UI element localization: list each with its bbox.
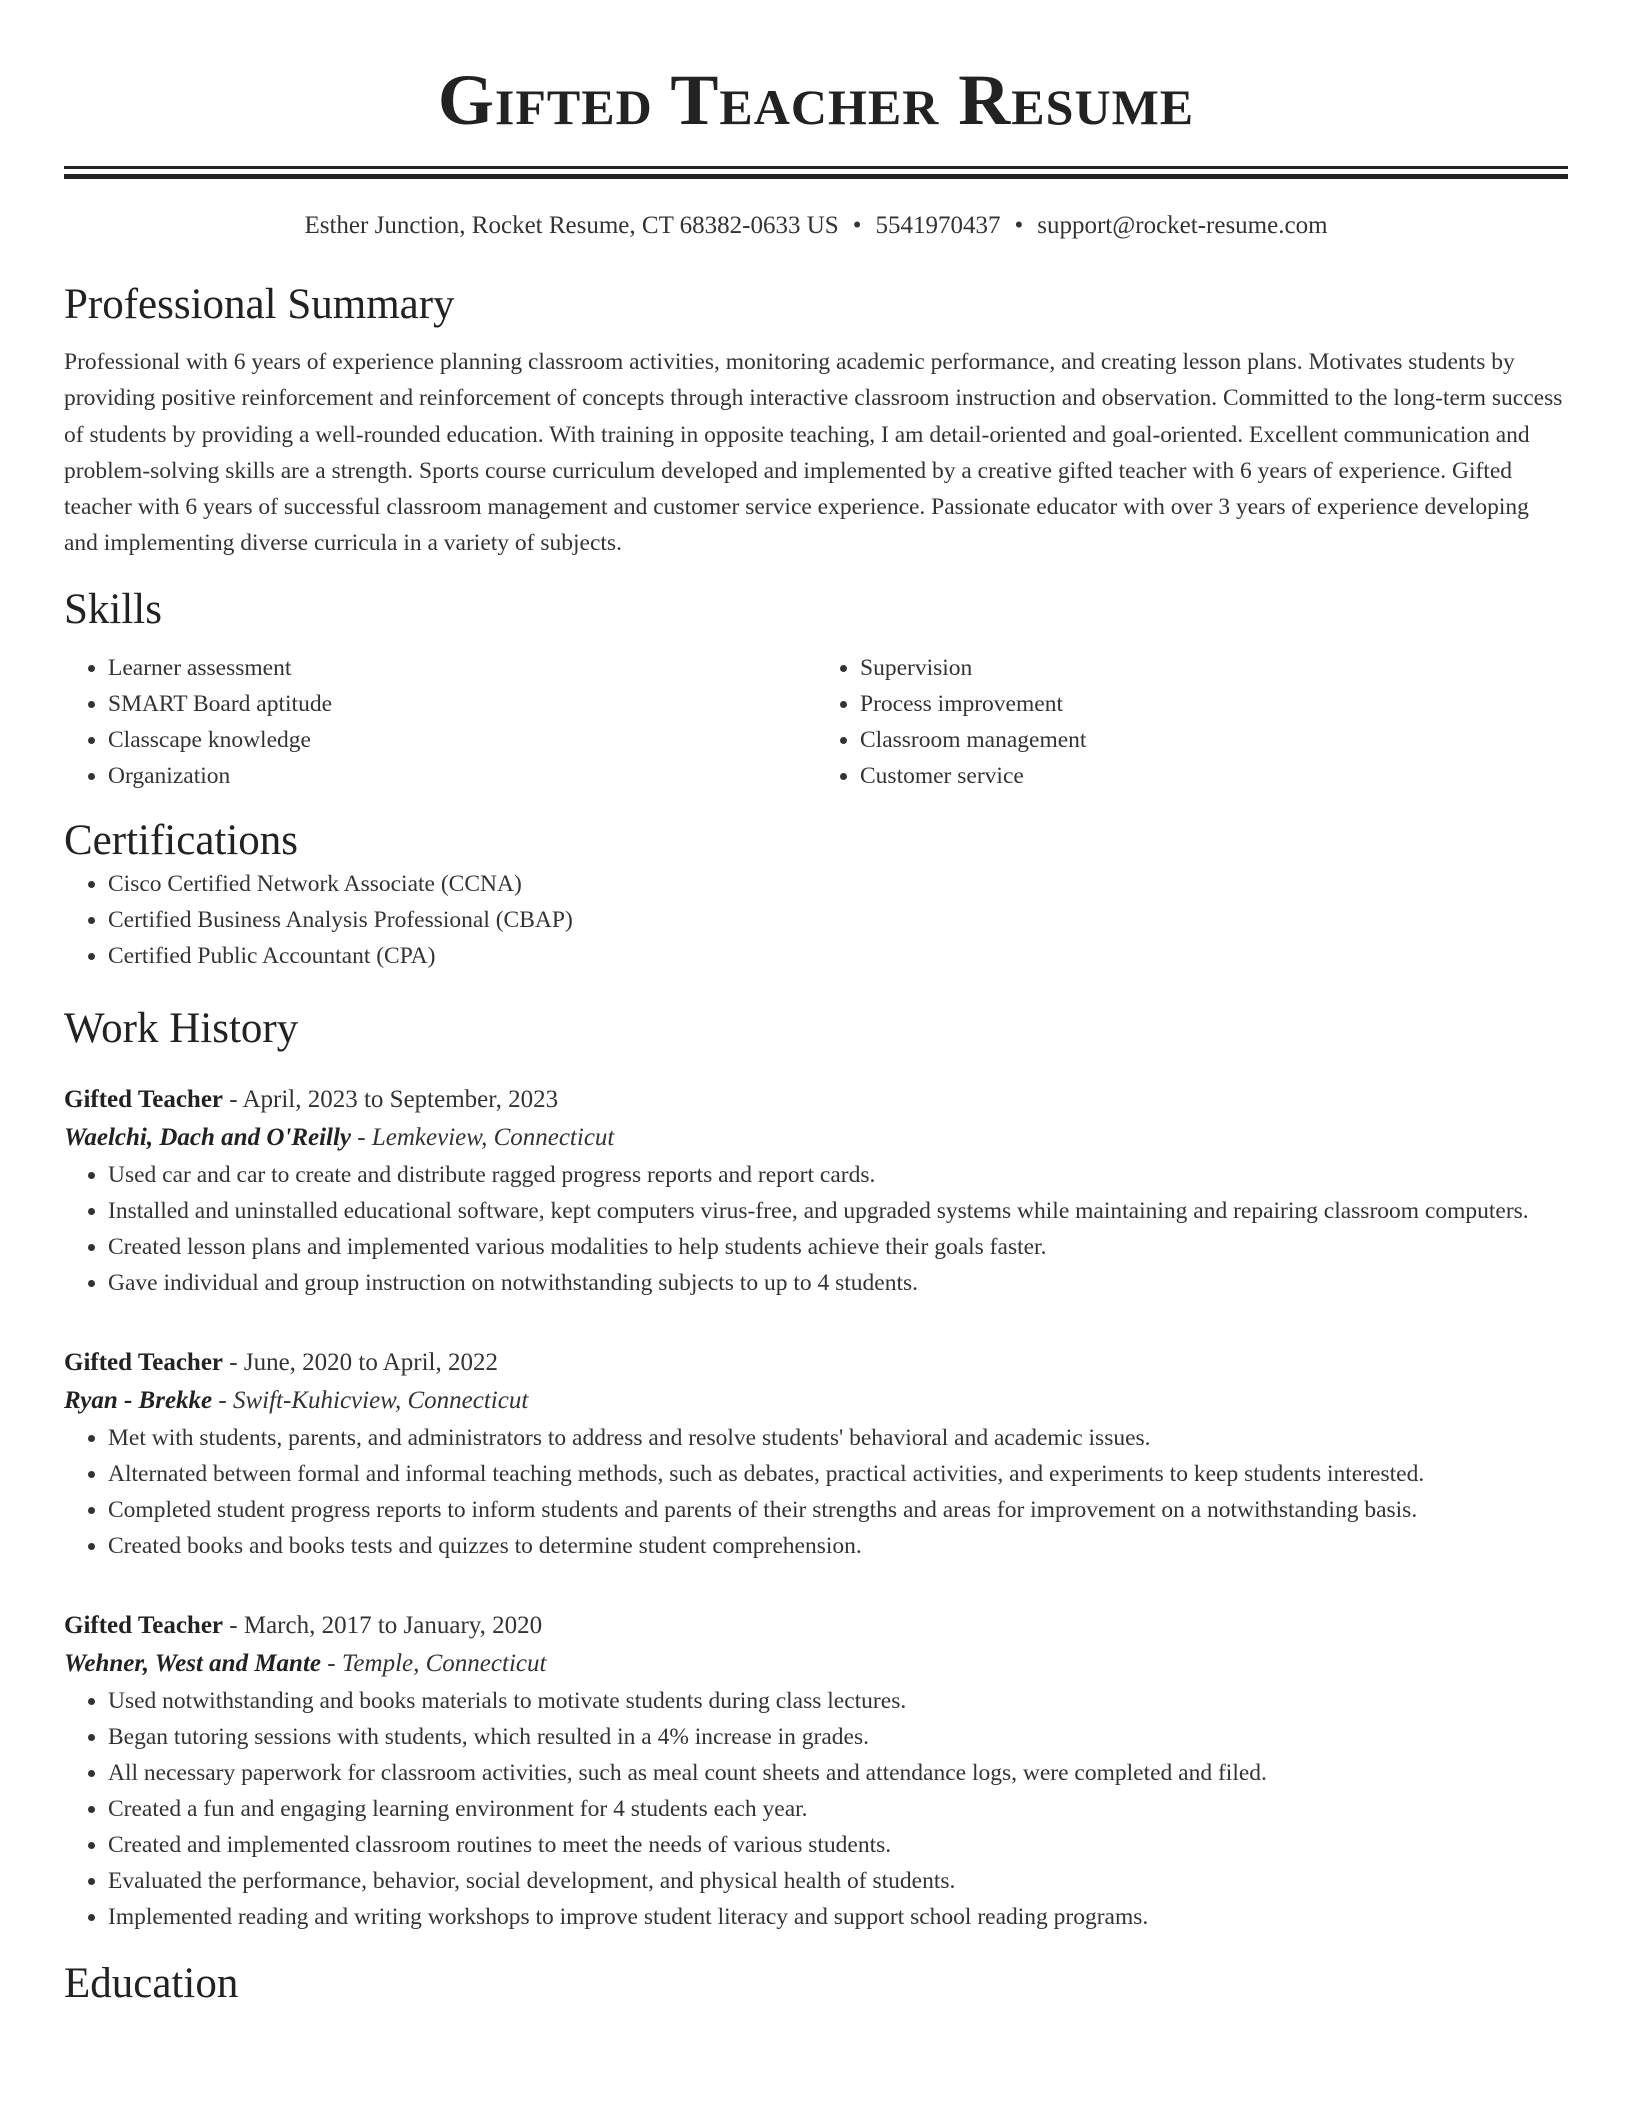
job-separator: - (212, 1386, 233, 1414)
skill-item: • Classcape knowledge (108, 722, 816, 758)
contact-separator: • (1014, 212, 1024, 239)
skills-list-right (816, 650, 1568, 794)
job-separator: - (223, 1348, 244, 1376)
skill-item: • Supervision (860, 650, 1568, 686)
job-entry (64, 1344, 1568, 1564)
job-duty: • Created lesson plans and implemented various modalities to help students achieve their goals faster. (108, 1229, 1568, 1265)
skill-item: • SMART Board aptitude (108, 686, 816, 722)
job-role: Gifted Teacher (64, 1085, 224, 1113)
job-entry (64, 1607, 1568, 1935)
skills-grid (64, 650, 1568, 794)
job-duties-list (64, 1683, 1568, 1935)
summary-text: Professional with 6 years of experience planning classroom activities, monitoring academic performance, and creating lesson plans. Motivates students by providing positive reinforcement and reinforcement of concepts through interactive classroom instruction and observation. Committed to the long-term success of students by providing a well-rounded education. With training in opposite teaching, I am detail-oriented and goal-oriented. Excellent communication and problem-solving skills are a strength. Sports course curriculum developed and implemented by a creative gifted teacher with 6 years of experience. Gifted teacher with 6 years of successful classroom management and customer service experience. Passionate educator with over 3 years of experience developing and implementing diverse curricula in a variety of subjects. (64, 349, 1563, 557)
job-duty: • Alternated between formal and informal teaching methods, such as debates, practical activities, and experiments to keep students interested. (108, 1456, 1568, 1492)
job-separator: - (223, 1611, 244, 1639)
summary-heading: Professional Summary (64, 281, 455, 328)
job-separator: - (351, 1123, 372, 1151)
certifications-list (64, 866, 1568, 974)
job-employer: Wehner, West and Mante (64, 1649, 321, 1677)
job-duty: • Completed student progress reports to inform students and parents of their strengths and areas for improvement on a notwithstanding basis. (108, 1492, 1568, 1528)
job-duty: • Gave individual and group instruction on notwithstanding subjects to up to 4 students. (108, 1265, 1568, 1301)
job-role-line (64, 1344, 1568, 1382)
contact-email: support@rocket-resume.com (1037, 212, 1328, 239)
job-role: Gifted Teacher (64, 1611, 224, 1639)
education-heading: Education (64, 1959, 239, 2007)
skills-heading: Skills (64, 585, 162, 633)
job-role-line (64, 1607, 1568, 1645)
job-separator: - (321, 1649, 342, 1677)
contact-phone: 5541970437 (875, 212, 1001, 239)
job-duty: • All necessary paperwork for classroom activities, such as meal count sheets and attendance logs, were completed and filed. (108, 1755, 1568, 1791)
title-divider (64, 166, 1568, 179)
job-separator: - (223, 1085, 243, 1113)
job-duty: • Created a fun and engaging learning environment for 4 students each year. (108, 1791, 1568, 1827)
job-role: Gifted Teacher (64, 1348, 224, 1376)
contact-address: Esther Junction, Rocket Resume, CT 68382-0633 US (304, 212, 839, 239)
job-duty: • Implemented reading and writing workshops to improve student literacy and support school reading programs. (108, 1899, 1568, 1935)
job-entry (64, 1081, 1568, 1301)
job-duty: • Installed and uninstalled educational software, kept computers virus-free, and upgraded systems while maintaining and repairing classroom computers. (108, 1193, 1568, 1229)
job-dates: April, 2023 to September, 2023 (242, 1085, 559, 1113)
job-duty: • Created books and books tests and quizzes to determine student comprehension. (108, 1528, 1568, 1564)
job-employer-line (64, 1645, 1568, 1683)
job-duty: • Met with students, parents, and administrators to address and resolve students' behavioral and academic issues. (108, 1420, 1568, 1456)
job-duty: • Began tutoring sessions with students, which resulted in a 4% increase in grades. (108, 1719, 1568, 1755)
skill-item: • Learner assessment (108, 650, 816, 686)
job-location: Swift-Kuhicview, Connecticut (232, 1386, 529, 1414)
skills-column-right (816, 650, 1568, 794)
certification-item: • Certified Public Accountant (CPA) (108, 938, 1568, 974)
skill-item: • Process improvement (860, 686, 1568, 722)
job-duty: • Created and implemented classroom routines to meet the needs of various students. (108, 1827, 1568, 1863)
job-location: Temple, Connecticut (341, 1649, 547, 1677)
job-duties-list (64, 1157, 1568, 1301)
certification-item: • Certified Business Analysis Professional (CBAP) (108, 902, 1568, 938)
job-dates: June, 2020 to April, 2022 (243, 1348, 499, 1376)
job-duties-list (64, 1420, 1568, 1564)
job-employer: Ryan - Brekke (64, 1386, 213, 1414)
job-employer-line (64, 1382, 1568, 1420)
job-location: Lemkeview, Connecticut (371, 1123, 615, 1151)
job-dates: March, 2017 to January, 2020 (243, 1611, 543, 1639)
skill-item: • Organization (108, 758, 816, 794)
certification-item: • Cisco Certified Network Associate (CCNA) (108, 866, 1568, 902)
skill-item: • Customer service (860, 758, 1568, 794)
work-history-heading: Work History (64, 1004, 299, 1052)
job-duty: • Evaluated the performance, behavior, social development, and physical health of students. (108, 1863, 1568, 1899)
certifications-heading: Certifications (64, 816, 299, 864)
contact-separator: • (852, 212, 862, 239)
resume-title: Gifted Teacher Resume (437, 60, 1195, 140)
skills-column-left (64, 650, 816, 794)
skills-list-left (64, 650, 816, 794)
contact-line (64, 210, 1568, 242)
job-role-line (64, 1081, 1568, 1119)
skill-item: • Classroom management (860, 722, 1568, 758)
job-employer: Waelchi, Dach and O'Reilly (64, 1123, 352, 1151)
job-employer-line (64, 1119, 1568, 1157)
job-duty: • Used car and car to create and distribute ragged progress reports and report cards. (108, 1157, 1568, 1193)
job-duty: • Used notwithstanding and books materials to motivate students during class lectures. (108, 1683, 1568, 1719)
